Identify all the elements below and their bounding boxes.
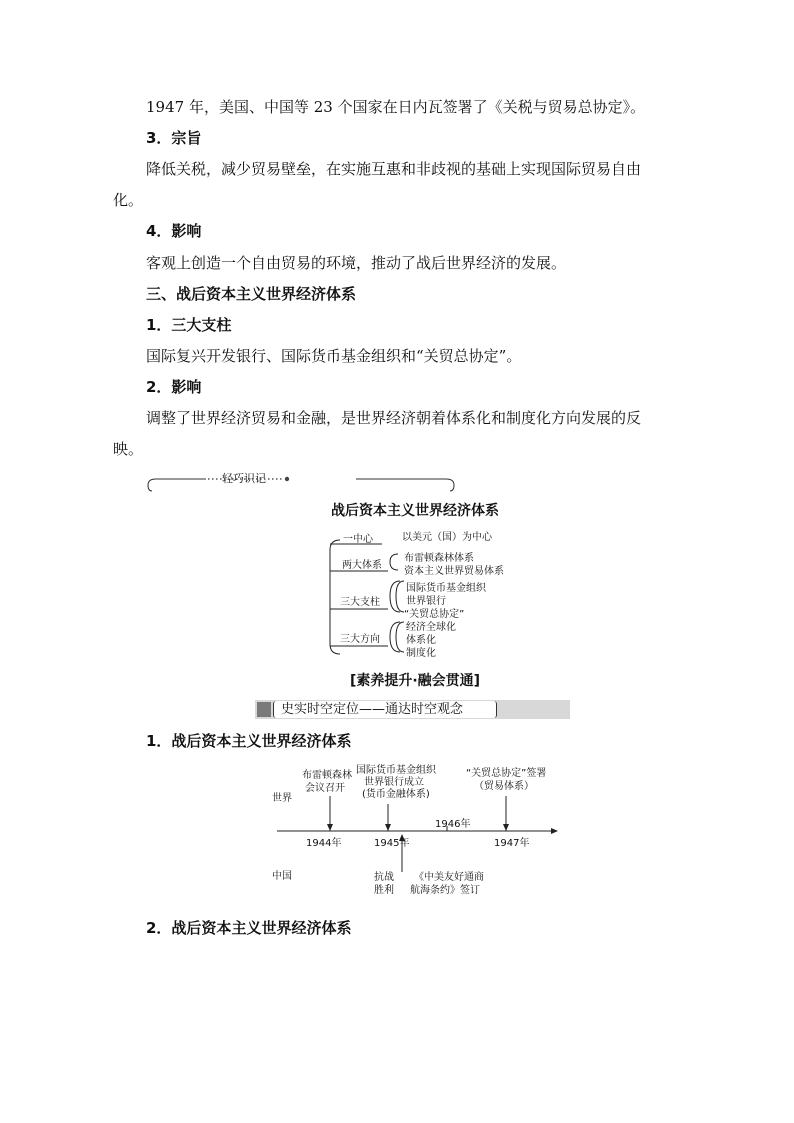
timeline-arrow-icon: [551, 828, 558, 834]
heading-impact-2: 2．影响: [146, 378, 202, 396]
branch-label-center: 一中心: [343, 534, 373, 545]
branch-item-usd-center: 以美元（国）为中心: [402, 532, 492, 543]
world-event-gatt-line1: “关贸总协定”签署: [466, 768, 547, 779]
branch-item-globalization: 经济全球化: [406, 622, 456, 633]
banner: [255, 700, 570, 719]
world-event-gatt-line2: （贸易体系）: [474, 781, 534, 792]
bracket-three-directions-icon: [390, 622, 400, 652]
world-event-imf-line1: 国际货币基金组织: [356, 765, 436, 776]
branch-item-trade-system: 资本主义世界贸易体系: [404, 566, 504, 577]
branch-item-bretton-woods: 布雷顿森林体系: [404, 553, 474, 564]
world-event-imf-line3: (货币金融体系): [362, 789, 430, 800]
memo-header-frame: [146, 473, 456, 493]
banner-text: 史实时空定位——通达时空观念: [281, 702, 464, 717]
timeline-year-1945: 1945年: [374, 838, 410, 849]
timeline-year-1944: 1944年: [306, 838, 342, 849]
paragraph-three-pillars: 国际复兴开发银行、国际货币基金组织和“关贸总协定”。: [146, 347, 522, 365]
timeline-china-label: 中国: [272, 871, 292, 882]
china-event-victory-line2: 胜利: [374, 885, 394, 896]
memo-header-dot-icon: [285, 477, 289, 481]
branch-item-world-bank: 世界银行: [406, 596, 446, 607]
branch-item-gatt: “关贸总协定”: [404, 609, 465, 620]
branch-label-three-directions: 三大方向: [340, 634, 380, 645]
section-heading-economic-system: 三、战后资本主义世界经济体系: [146, 285, 357, 303]
paragraph-gatt-signing: 1947 年，美国、中国等 23 个国家在日内瓦签署了《关税与贸易总协定》。: [146, 98, 646, 116]
world-event-imf-line2: 世界银行成立: [364, 777, 424, 788]
branch-item-imf: 国际货币基金组织: [406, 583, 486, 594]
branch-item-systematization: 体系化: [406, 635, 436, 646]
bracket-three-pillars-icon: [390, 581, 400, 612]
paragraph-purpose-line2: 化。: [113, 191, 144, 209]
banner-block-icon: [257, 702, 271, 717]
paragraph-impact2-line2: 映。: [113, 440, 144, 458]
branch-item-institutionalization: 制度化: [406, 648, 436, 659]
china-event-victory-line1: 抗战: [374, 872, 394, 883]
item1-heading: 1．战后资本主义世界经济体系: [146, 732, 352, 750]
paragraph-impact: 客观上创造一个自由贸易的环境，推动了战后世界经济的发展。: [146, 254, 567, 272]
heading-three-pillars: 1．三大支柱: [146, 316, 232, 334]
branch-label-three-pillars: 三大支柱: [340, 597, 380, 608]
china-event-treaty-line2: 航海条约》签订: [410, 885, 480, 896]
item2-heading: 2．战后资本主义世界经济体系: [146, 919, 352, 937]
memo-title: 战后资本主义世界经济体系: [331, 503, 499, 519]
china-event-treaty-line1: 《中美友好通商: [414, 872, 484, 883]
timeline-world-label: 世界: [272, 793, 292, 804]
paragraph-purpose-line1: 降低关税，减少贸易壁垒，在实施互惠和非歧视的基础上实现国际贸易自由: [146, 160, 642, 178]
bracket-two-systems-icon: [390, 554, 398, 570]
timeline-year-1947: 1947年: [494, 838, 530, 849]
section-lift-heading: [素养提升·融会贯通]: [349, 673, 481, 689]
world-event-bretton-woods-line1: 布雷顿森林: [302, 770, 352, 781]
branch-label-two-systems: 两大体系: [342, 560, 382, 571]
timeline-year-1946: 1946年: [435, 819, 471, 830]
paragraph-impact2-line1: 调整了世界经济贸易和金融，是世界经济朝着体系化和制度化方向发展的反: [146, 409, 642, 427]
heading-purpose: 3．宗旨: [146, 129, 202, 147]
memo-tag: 轻巧识记: [222, 472, 266, 485]
world-event-bretton-woods-line2: 会议召开: [305, 783, 345, 794]
heading-impact: 4．影响: [146, 222, 202, 240]
